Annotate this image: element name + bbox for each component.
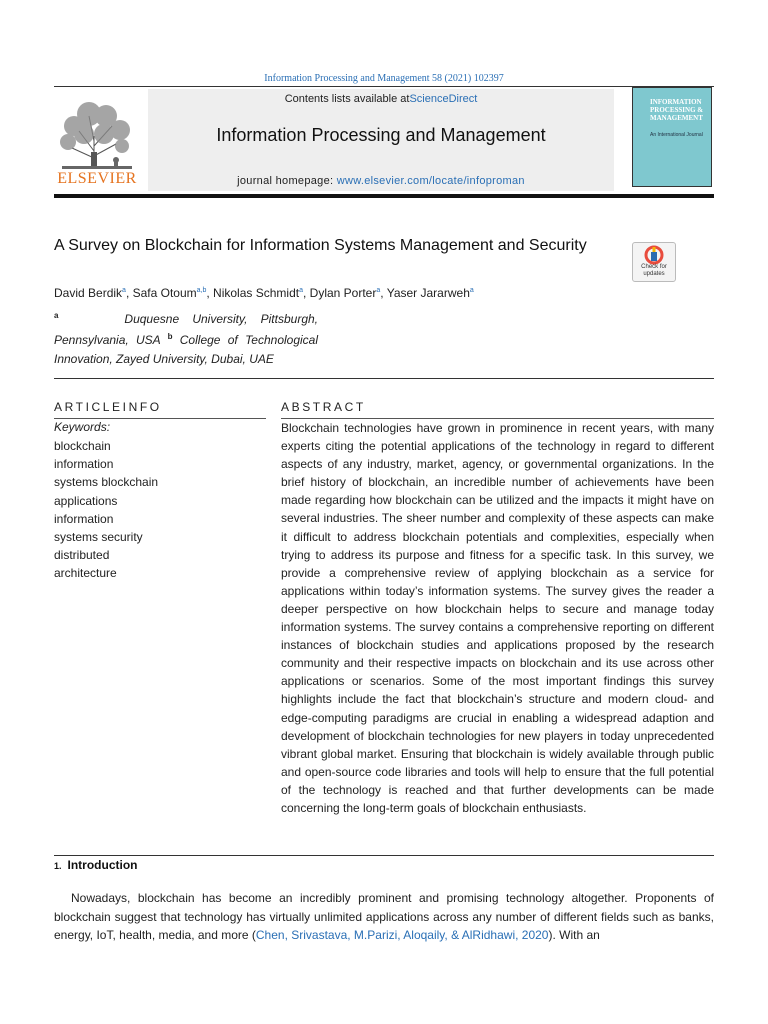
homepage-link[interactable]: www.elsevier.com/locate/infoproman xyxy=(336,175,525,187)
author-affiliation-mark[interactable]: a xyxy=(122,287,126,294)
journal-header-box xyxy=(148,89,614,191)
check-for-updates-icon xyxy=(633,243,675,265)
keyword: information xyxy=(54,457,114,472)
affiliations xyxy=(54,307,318,368)
author-name[interactable]: Yaser Jararweh xyxy=(386,286,470,300)
keyword: architecture xyxy=(54,566,117,581)
journal-reference[interactable]: Information Processing and Management 58 (2021) 102397 xyxy=(264,73,504,84)
cover-title: INFORMATION PROCESSING & MANAGEMENT xyxy=(650,98,704,122)
author-affiliation-mark[interactable]: a xyxy=(299,287,303,294)
article-info-rule xyxy=(54,418,266,419)
check-for-updates-badge[interactable] xyxy=(632,242,676,282)
author-name[interactable]: Safa Otoum xyxy=(132,286,197,300)
affiliation-mark: a xyxy=(54,311,59,320)
abstract-end-rule xyxy=(54,855,714,856)
keyword: systems blockchain xyxy=(54,475,159,490)
affiliation-line: Innovation, Zayed University, Dubai, UAE xyxy=(54,351,274,366)
author-affiliation-mark[interactable]: a,b xyxy=(196,287,207,294)
homepage-line xyxy=(148,175,614,187)
cover-subtitle: An International Journal xyxy=(650,132,703,138)
header-top-rule xyxy=(54,86,714,87)
article-info-heading: ARTICLEINFO xyxy=(54,400,162,414)
affiliation-mark: b xyxy=(167,332,173,342)
citation-link[interactable]: Chen, Srivastava, M.Parizi, Aloqaily, & AlRidhawi, 2020 xyxy=(255,928,549,942)
keyword: applications xyxy=(54,493,118,508)
keyword: blockchain xyxy=(54,439,111,453)
journal-cover-thumbnail xyxy=(632,87,712,187)
abstract-heading: ABSTRACT xyxy=(281,400,366,414)
header-bottom-rule xyxy=(54,194,714,198)
homepage-prefix: journal homepage: xyxy=(237,175,337,187)
author-affiliation-mark[interactable]: a xyxy=(469,287,474,294)
keyword: distributed xyxy=(54,548,110,563)
contents-prefix: Contents lists available at xyxy=(284,93,410,105)
section-rule xyxy=(54,378,714,379)
affiliation-line: Pennsylvania, USA $^b$ College of Technological xyxy=(54,332,319,348)
journal-title: Information Processing and Management xyxy=(216,125,546,145)
contents-line xyxy=(148,93,614,105)
affiliation-line: $^a$ Duquesne University, Pittsburgh, xyxy=(54,311,318,326)
keyword-list xyxy=(54,437,264,583)
author-list: David Berdik$^a$, Safa Otoum$^{a,b}$, Nikolas Schmidt$^a$, Dylan Porter$^a$, Yaser Jararweh$^a$ xyxy=(54,286,474,300)
author-name[interactable]: Dylan Porter xyxy=(309,286,377,300)
author-name[interactable]: Nikolas Schmidt xyxy=(213,286,300,300)
check-for-updates-label: Check for updates xyxy=(641,264,667,277)
publisher-name: ELSEVIER xyxy=(57,170,137,187)
abstract-body: Blockchain technologies have grown in prominence in recent years, with many experts citing the potential applications of the technology in regard to different aspects of any industry, market, agency, or governmental organizations. In the brief history of blockchain, an incredible number of achievements have been made regarding how blockchain can be utilized and the impacts it might have on several industries. The sheer number and complexity of these aspects can make it difficult to address blockchain potentials and complexities, especially when trying to address its purpose and fitness for a specific task. In this survey, we provide a comprehensive review of applying blockchain as a service for applications within today’s information systems. The survey gives the reader a deeper perspective on how blockchain helps to secure and manage today information systems. The survey contains a comprehensive reporting on different instances of blockchain studies and applications proposed by the research community and their respective impacts on blockchain and its use across other applications or scenarios. Some of the most important findings this survey highlights include the fact that blockchain’s structure and modern cloud- and edge-computing paradigms are crucial in enabling a widespread adaption and development of blockchain technologies for new players in today unprecedented vibrant global market. Ensuring that blockchain is widely available through public and open-source code libraries and tools will help to ensure that the full potential of the technology is reached and that further developments can be made concerning the long-term goals of blockchain enthusiasts. xyxy=(281,421,714,815)
author-name[interactable]: David Berdik xyxy=(54,286,123,300)
keywords-label: Keywords: xyxy=(54,420,111,434)
author-affiliation-mark[interactable]: a xyxy=(376,287,381,294)
keyword: systems security xyxy=(54,530,143,545)
section-number: 1. xyxy=(54,861,62,871)
sciencedirect-link[interactable]: ScienceDirect xyxy=(409,93,478,105)
keyword: information xyxy=(54,511,114,526)
paper-title: A Survey on Blockchain for Information Systems Management and Security xyxy=(54,237,587,254)
introduction-heading xyxy=(54,858,138,872)
section-title: Introduction xyxy=(67,858,138,872)
introduction-body: Nowadays, blockchain has become an incredibly prominent and promising technology altogether. Proponents of blockchain suggest that technology has virtually unlimited applications across any number of different fields such as banks, energy, IoT, health, media, and more (Chen, Srivastava, M.Parizi, Aloqaily, & AlRidhawi, 2020). With an xyxy=(54,891,714,942)
